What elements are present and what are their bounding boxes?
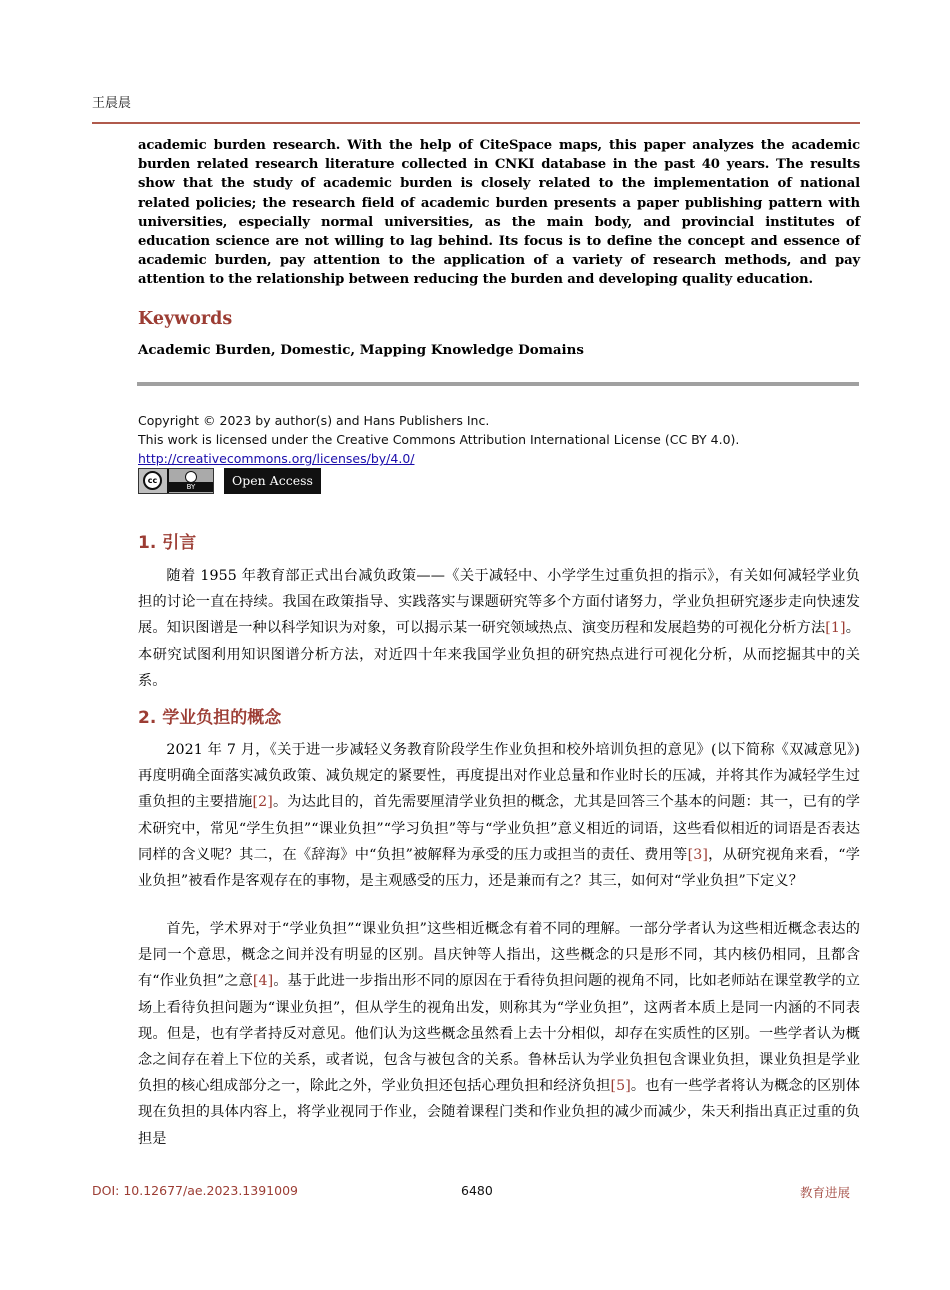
license-link[interactable]: http://creativecommons.org/licenses/by/4.0/ bbox=[138, 451, 415, 466]
citation-link-3[interactable]: [3] bbox=[687, 846, 708, 863]
section-divider bbox=[137, 382, 859, 386]
license-line: This work is licensed under the Creative Commons Attribution International License (CC BY 4.0). bbox=[138, 432, 740, 447]
open-access-badge[interactable]: Open Access bbox=[224, 468, 321, 494]
paragraph-text: 。本研究试图利用知识图谱分析方法，对近四十年来我国学业负担的研究热点进行可视化分析，从而挖掘其中的关系。 bbox=[138, 620, 860, 689]
citation-link-1[interactable]: [1] bbox=[825, 620, 846, 637]
paragraph-text: 。也有一些学者将认为概念的区别体现在负担的具体内容上，将学业视同于作业，会随着课程门类和作业负担的减少而减少，朱天利指出真正过重的负担是 bbox=[138, 1078, 860, 1147]
paragraph-text: 。基于此进一步指出形不同的原因在于看待负担问题的视角不同，比如老师站在课堂教学的立场上看待负担问题为“课业负担”，但从学生的视角出发，则称其为“学业负担”，这两者本质上是同一内涵的不同表现。但是，也有学者持反对意见。他们认为这些概念虽然看上去十分相似，却存在实质性的区别。一些学者认为概念之间存在着上下位的关系，或者说，包含与被包含的关系。鲁林岳认为学业负担包含课业负担，课业负担是学业负担的核心组成部分之一，除此之外，学业负担还包括心理负担和经济负担 bbox=[138, 973, 860, 1095]
running-header-author: 王晨晨 bbox=[92, 96, 132, 111]
footer-doi[interactable]: DOI: 10.12677/ae.2023.1391009 bbox=[92, 1183, 298, 1198]
citation-link-5[interactable]: [5] bbox=[610, 1078, 631, 1095]
section-2-paragraph-1 bbox=[138, 737, 860, 894]
paragraph-text: ，从研究视角来看，“学业负担”被看作是客观存在的事物，是主观感受的压力，还是兼而有之？其三，如何对“学业负担”下定义？ bbox=[138, 846, 860, 890]
by-label: BY bbox=[169, 482, 213, 492]
citation-link-4[interactable]: [4] bbox=[252, 973, 274, 990]
section-1-heading: 1. 引言 bbox=[138, 533, 197, 553]
keywords-heading: Keywords bbox=[138, 309, 233, 329]
license-badges bbox=[138, 468, 321, 494]
paragraph-text: 首先，学术界对于“学业负担”“课业负担”这些相近概念有着不同的理解。一部分学者认为这些相近概念表达的是同一个意思，概念之间并没有明显的区别。昌庆钟等人指出，这些概念的只是形不同，其内核仍相同，且都含有“作业负担”之意 bbox=[138, 921, 860, 990]
section-2-paragraph-2 bbox=[138, 916, 860, 1152]
footer-journal-name: 教育进展 bbox=[800, 1185, 851, 1200]
abstract-text: academic burden research. With the help of CiteSpace maps, this paper analyzes the academic burden related research literature collected in CNKI database in the past 40 years. The results show that the study of academic burden is closely related to the implementation of national related policies; the research field of academic burden presents a paper publishing pattern with universities, especially normal universities, as the main body, and provincial institutes of education science are not willing to lag behind. Its focus is to define the concept and essence of academic burden, pay attention to the application of a variety of research methods, and pay attention to the relationship between reducing the burden and developing quality education. bbox=[138, 138, 860, 288]
cc-icon: cc bbox=[143, 471, 162, 490]
keywords-list: Academic Burden, Domestic, Mapping Knowledge Domains bbox=[138, 342, 584, 358]
citation-link-2[interactable]: [2] bbox=[252, 794, 273, 811]
paragraph-text: 。为达此目的，首先需要厘清学业负担的概念，尤其是回答三个基本的问题：其一，已有的学术研究中，常见“学生负担”“课业负担”“学习负担”等与“学业负担”意义相近的词语，这些看似相近的词语是否表达同样的含义呢？其二，在《辞海》中“负担”被解释为承受的压力或担当的责任、费用等 bbox=[138, 794, 860, 863]
copyright-block bbox=[138, 411, 739, 468]
footer-page-number: 6480 bbox=[461, 1183, 493, 1198]
section-1-paragraph bbox=[138, 563, 860, 694]
section-2-heading: 2. 学业负担的概念 bbox=[138, 708, 282, 728]
paragraph-text: 2021 年 7 月，《关于进一步减轻义务教育阶段学生作业负担和校外培训负担的意见》(以下简称《双减意见》)再度明确全面落实减负政策、减负规定的紧要性，再度提出对作业总量和作业时长的压减，并将其作为减轻学生过重负担的主要措施 bbox=[138, 742, 860, 811]
paragraph-text: 随着 1955 年教育部正式出台减负政策——《关于减轻中、小学学生过重负担的指示》，有关如何减轻学业负担的讨论一直在持续。我国在政策指导、实践落实与课题研究等多个方面付诸努力，学业负担研究逐步走向快速发展。知识图谱是一种以科学知识为对象，可以揭示某一研究领域热点、演变历程和发展趋势的可视化分析方法 bbox=[138, 568, 860, 637]
cc-by-badge[interactable] bbox=[138, 468, 214, 494]
copyright-line: Copyright © 2023 by author(s) and Hans Publishers Inc. bbox=[138, 413, 490, 428]
header-divider bbox=[92, 122, 860, 124]
